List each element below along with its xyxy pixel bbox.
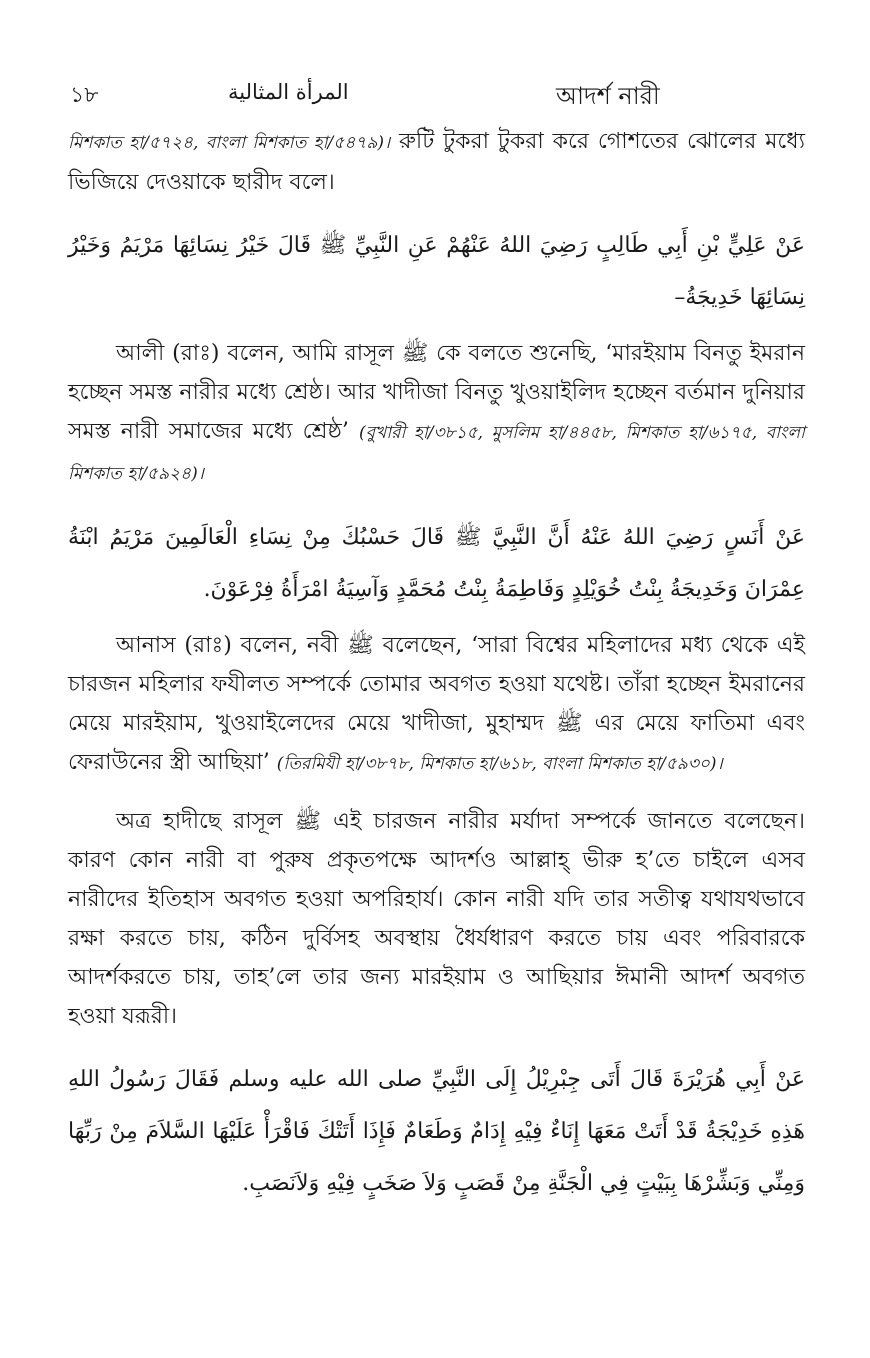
paragraph-continuation [68, 122, 805, 202]
reference-citation: মিশকাত হা/৫৭২৪, বাংলা মিশকাত হা/৫৪৭৯)। [68, 133, 391, 153]
paragraph-text: আলী (রাঃ) বলেন, আমি রাসূল ﷺ কে বলতে শুনেছি, ‘মারইয়াম বিনতু ইমরান হচ্ছেন সমস্ত নারীর মধ্যে শ্রেষ্ঠ। আর খাদীজা বিনতু খুওয়াইলিদ হচ্ছেন বর্তমান দুনিয়ার সমস্ত নারী সমাজের মধ্যে শ্রেষ্ঠ’ [68, 341, 805, 444]
page-number: ১৮ [70, 83, 99, 108]
arabic-hadith-1: عَنْ عَلِيٍّ بْنِ أَبِي طَالِبٍ رَضِيَ اللهُ عَنْهُمْ عَنِ النَّبِيِّ ﷺ قَالَ خَيْرُ نِسَائِهَا مَرْيَمُ وَخَيْرُ نِسَائِهَا خَدِيجَةُ– [68, 233, 805, 310]
commentary-paragraph: অত্র হাদীছে রাসূল ﷺ এই চারজন নারীর মর্যাদা সম্পর্কে জানতে বলেছেন। কারণ কোন নারী বা পুরুষ প্রকৃতপক্ষে আদর্শও আল্লাহ্ ভীরু হ’তে চাইলে এসব নারীদের ইতিহাস অবগত হওয়া অপরিহার্য। কোন নারী যদি তার সতীত্ব যথাযথভাবে রক্ষা করতে চায়, কঠিন দুর্বিসহ অবস্থায় ধৈর্যধারণ করতে চায় এবং পরিবারকে আদর্শকরতে চায়, তাহ’লে তার জন্য মারইয়াম ও আছিয়ার ঈমানী আদর্শ অবগত হওয়া যরূরী। [68, 809, 805, 1029]
hadith-translation-1 [68, 334, 805, 494]
paragraph-text: রুটি টুকরা টুকরা করে গোশতের ঝোলের মধ্যে ভিজিয়ে দেওয়াকে ছারীদ বলে। [68, 129, 805, 195]
arabic-hadith-2: عَنْ أَنَسٍ رَضِيَ اللهُ عَنْهُ أَنَّ النَّبِيَّ ﷺ قَالَ حَسْبُكَ مِنْ نِسَاءِ الْعَالَمِينَ مَرْيَمُ ابْنَةُ عِمْرَانَ وَخَدِيجَةُ بِنْتُ خُوَيْلِدٍ وَفَاطِمَةُ بِنْتُ مُحَمَّدٍ وَآسِيَةُ امْرَأَةُ فِرْعَوْنَ. [68, 525, 805, 602]
bengali-book-title: আদর্শ নারী [556, 82, 660, 110]
reference-citation: (বুখারী হা/৩৮১৫, মুসলিম হা/৪৪৫৮, মিশকাত হা/৬১৭৫, বাংলা মিশকাত হা/৫৯২৪)। [68, 423, 805, 484]
book-page [68, 70, 805, 1210]
arabic-book-title: المرأة المثالية [228, 80, 349, 104]
paragraph-text: আনাস (রাঃ) বলেন, নবী ﷺ বলেছেন, ‘সারা বিশ্বের মহিলাদের মধ্য থেকে এই চারজন মহিলার ফযীলত সম্পর্কে তোমার অবগত হওয়া যথেষ্ট। তাঁরা হচ্ছেন ইমরানের মেয়ে মারইয়াম, খুওয়াইলেদের মেয়ে খাদীজা, মুহাম্মদ ﷺ এর মেয়ে ফাতিমা এবং ফেরাউনের স্ত্রী আছিয়া’ [68, 633, 806, 775]
page-header [68, 70, 805, 122]
reference-citation: (তিরমিযী হা/৩৮৭৮, মিশকাত হা/৬১৮, বাংলা মিশকাত হা/৫৯৩০)। [276, 754, 723, 774]
arabic-hadith-3: عَنْ أَبِي هُرَيْرَةَ قَالَ أَتَى جِبْرِيْلُ إِلَى النَّبِيِّ صلى الله عليه وسلم فَقَالَ رَسُولُ اللهِ هَذِهِ خَدِيْجَةُ قَدْ أَتَتْ مَعَهَا إِنَاءٌ فِيْهِ إِدَامٌ وَطَعَامٌ فَإِذَا أَتَتْكَ فَاقْرَأْ عَلَيْهَا السَّلاَمَ مِنْ رَبِّهَا وَمِنِّي وَبَشِّرْهَا بِبَيْتٍ فِي الْجَنَّةِ مِنْ قَصَبٍ وَلاَ صَخَبٍ فِيْهِ وَلاَنَصَبِ. [68, 1067, 805, 1196]
hadith-translation-2 [68, 626, 805, 784]
